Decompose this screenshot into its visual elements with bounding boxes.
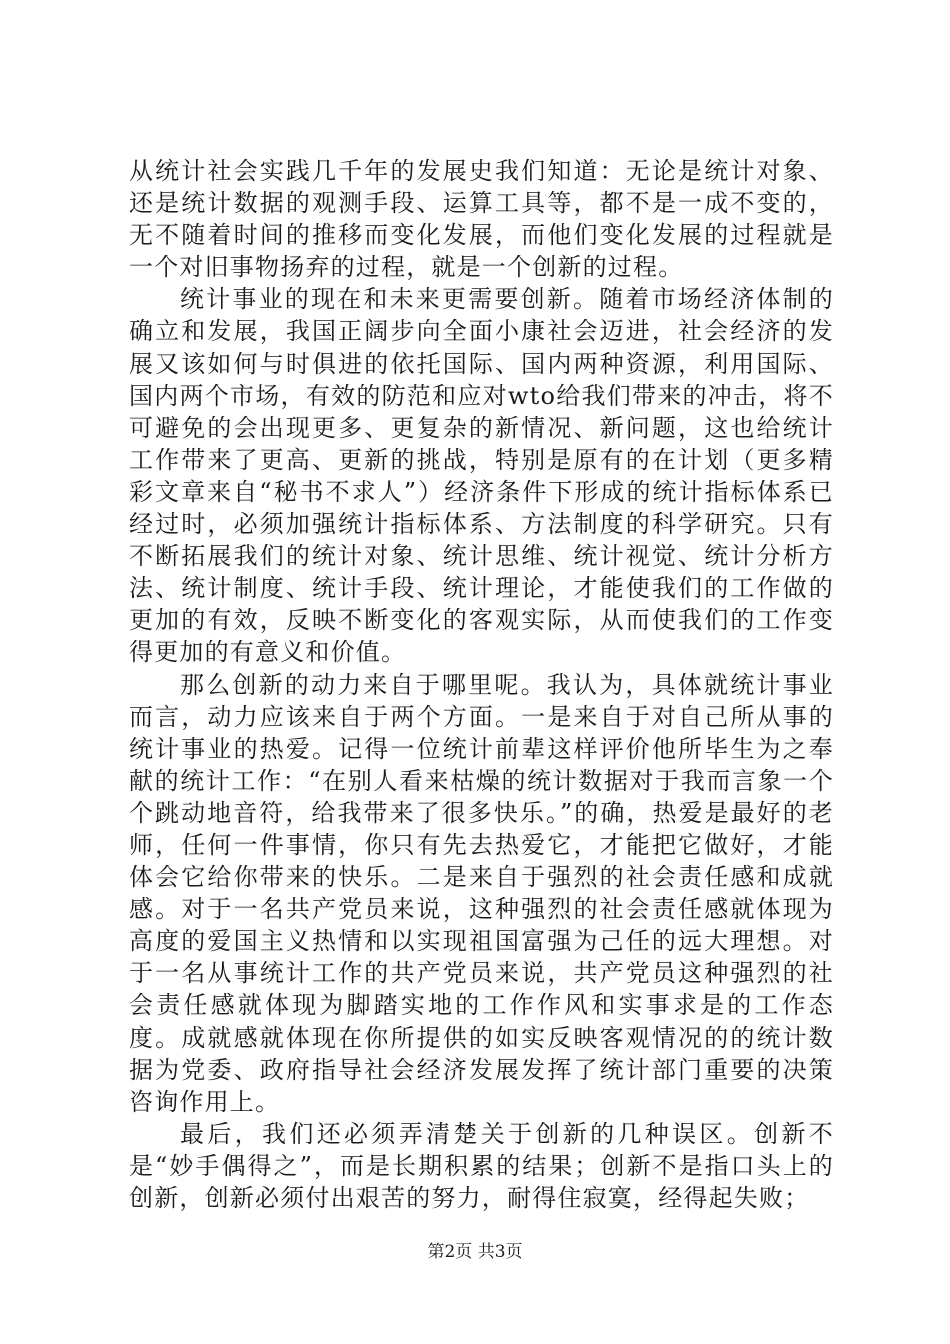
paragraph: 从统计社会实践几千年的发展史我们知道：无论是统计对象、还是统计数据的观测手段、运算工具等，都不是一成不变的，无不随着时间的推移而变化发展，而他们变化发展的过程就是一个对旧事物扬弃的过程，就是一个创新的过程。 xyxy=(129,157,834,282)
paragraph: 最后，我们还必须弄清楚关于创新的几种误区。创新不是“妙手偶得之”，而是长期积累的结果；创新不是指口头上的创新，创新必须付出艰苦的努力，耐得住寂寞，经得起失败； xyxy=(129,1119,834,1212)
paragraph: 统计事业的现在和未来更需要创新。随着市场经济体制的确立和发展，我国正阔步向全面小康社会迈进，社会经济的发展又该如何与时俱进的依托国际、国内两种资源，利用国际、国内两个市场，有效的防范和应对wto给我们带来的冲击，将不可避免的会出现更多、更复杂的新情况、新问题，这也给统计工作带来了更高、更新的挑战，特别是原有的在计划（更多精彩文章来自“秘书不求人”）经济条件下形成的统计指标体系已经过时，必须加强统计指标体系、方法制度的科学研究。只有不断拓展我们的统计对象、统计思维、统计视觉、统计分析方法、统计制度、统计手段、统计理论，才能使我们的工作做的更加的有效，反映不断变化的客观实际，从而使我们的工作变得更加的有意义和价值。 xyxy=(129,285,834,667)
paragraph: 那么创新的动力来自于哪里呢。我认为，具体就统计事业而言，动力应该来自于两个方面。一是来自于对自己所从事的统计事业的热爱。记得一位统计前辈这样评价他所毕生为之奉献的统计工作：“在别人看来枯燥的统计数据对于我而言象一个个跳动地音符，给我带来了很多快乐。”的确，热爱是最好的老师，任何一件事情，你只有先去热爱它，才能把它做好，才能体会它给你带来的快乐。二是来自于强烈的社会责任感和成就感。对于一名共产党员来说，这种强烈的社会责任感就体现为高度的爱国主义热情和以实现祖国富强为己任的远大理想。对于一名从事统计工作的共产党员来说，共产党员这种强烈的社会责任感就体现为脚踏实地的工作作风和实事求是的工作态度。成就感就体现在你所提供的如实反映客观情况的的统计数据为党委、政府指导社会经济发展发挥了统计部门重要的决策咨询作用上。 xyxy=(129,670,834,1116)
page-number-footer: 第2页 共3页 xyxy=(427,1242,523,1262)
document-body xyxy=(129,155,834,1214)
